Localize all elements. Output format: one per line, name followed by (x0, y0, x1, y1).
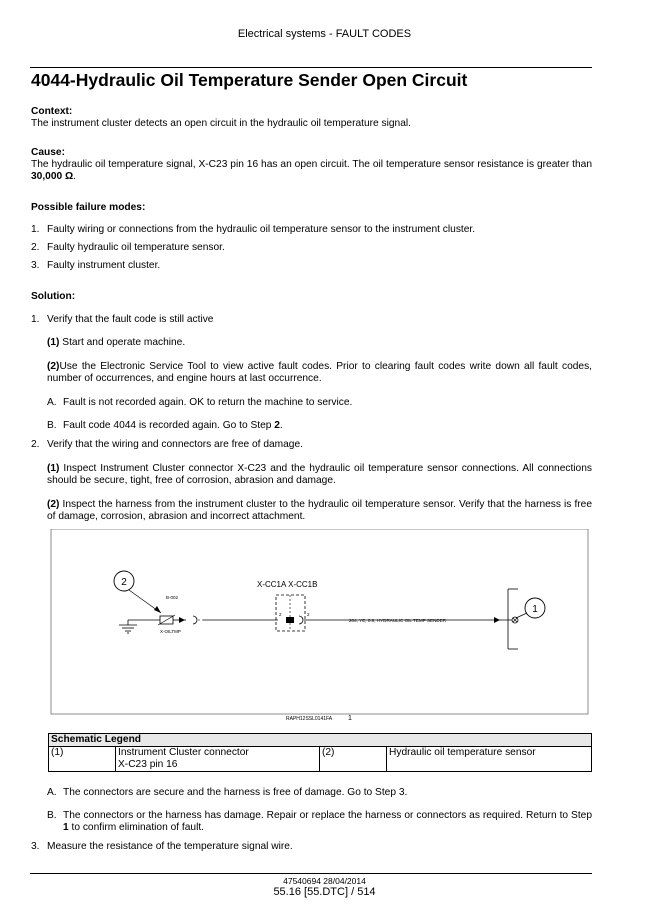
legend-value-line: Instrument Cluster connector (118, 747, 249, 758)
cause-text-part: The hydraulic oil temperature signal, X-C23 pin 16 has an open circuit. The oil temperature sensor resistance is greater than (31, 159, 592, 170)
failure-item-text: Faulty wiring or connections from the hydraulic oil temperature sensor to the instrument cluster. (47, 224, 476, 235)
option-text: The connectors or the harness has damage. Repair or replace the harness or connectors as required. Return to Step (63, 810, 592, 821)
callout-2: 2 (121, 577, 127, 588)
cause-resistance-value: 30,000 Ω (31, 171, 74, 182)
legend-value (116, 747, 320, 772)
substep-number: (1) (47, 337, 60, 348)
step-text: Verify that the wiring and connectors are free of damage. (47, 439, 303, 450)
legend-value-line: X-C23 pin 16 (118, 759, 178, 770)
substep-number: (1) (47, 463, 60, 474)
step-number: 1. (31, 314, 40, 325)
step1-option-a (47, 397, 352, 409)
header-rule (30, 67, 592, 68)
failure-item (31, 224, 475, 236)
option-text-end: to confirm elimination of fault. (68, 822, 204, 833)
option-letter: A. (47, 787, 57, 798)
option-text: Fault code 4044 is recorded again. Go to Step (63, 420, 275, 431)
legend-key: (2) (320, 747, 387, 772)
figure-reference: RAPH12SSL0141FA (286, 716, 333, 722)
legend-title: Schematic Legend (49, 734, 592, 747)
legend-key: (1) (49, 747, 116, 772)
wire-end-marker (494, 617, 500, 623)
footer-page-number: 55.16 [55.DTC] / 514 (273, 886, 376, 898)
option-text: The connectors are secure and the harness is free of damage. Go to Step 3. (63, 787, 408, 798)
sensor-code: B-002 (166, 595, 179, 600)
wire-label: 204, YE, 0.8, HYDRAULIC OIL TEMP SENDER (349, 618, 447, 623)
substep-number: (2) (47, 361, 60, 372)
substep-text: Use the Electronic Service Tool to view active fault codes. Prior to clearing fault codes write down all fault codes, number of occurrences, and engine hours at last occurrence. (47, 361, 592, 384)
solution-step-3 (31, 841, 293, 853)
step2-substep-2 (47, 499, 592, 523)
substep-text: Start and operate machine. (59, 337, 186, 348)
failure-item-num: 3. (31, 260, 40, 271)
failure-item-text: Faulty hydraulic oil temperature sensor. (47, 242, 225, 253)
step-text: Measure the resistance of the temperature signal wire. (47, 841, 293, 852)
step-reference: 2 (274, 420, 280, 431)
inline-connector-label: X-CC1A X-CC1B (257, 580, 318, 589)
step-text: Verify that the fault code is still active (47, 314, 214, 325)
step1-substep-2 (47, 361, 592, 385)
step2-option-a (47, 787, 407, 799)
step-number: 3. (31, 841, 40, 852)
cause-label: Cause: (31, 147, 65, 158)
solution-step-1 (31, 314, 213, 326)
solution-step-2 (31, 439, 303, 451)
callout-2-arrow (154, 606, 161, 613)
context-text: The instrument cluster detects an open circuit in the hydraulic oil temperature signal. (31, 118, 411, 129)
step1-substep-1 (47, 337, 185, 349)
connector-pin (286, 617, 294, 623)
footer-doc-id: 47540694 28/04/2014 (283, 876, 366, 886)
context-label: Context: (31, 106, 73, 117)
option-letter: B. (47, 810, 57, 821)
step2-option-b (47, 810, 592, 834)
substep-text: Inspect Instrument Cluster connector X-C23 and the hydraulic oil temperature sensor connections. All connections should be secure, tight, free of corrosion, abrasion and damage. (47, 463, 592, 486)
schematic-frame (51, 529, 588, 714)
step2-substep-1 (47, 463, 592, 487)
cause-text (31, 159, 592, 183)
pin-left-label: 2 (279, 612, 282, 617)
sensor-connector-socket (193, 616, 197, 624)
substep-number: (2) (47, 499, 60, 510)
option-text: Fault is not recorded again. OK to return the machine to service. (63, 397, 353, 408)
option-text-end: . (279, 420, 283, 431)
wiring-schematic (48, 529, 592, 730)
legend-value: Hydraulic oil temperature sensor (387, 747, 592, 772)
sensor-connector-label: X-OILTMP (160, 629, 181, 634)
option-letter: B. (47, 420, 57, 431)
failure-item-num: 1. (31, 224, 40, 235)
step1-option-b (47, 420, 283, 432)
failure-label: Possible failure modes: (31, 202, 146, 213)
failure-item-num: 2. (31, 242, 40, 253)
step-reference: 1 (63, 822, 69, 833)
substep-text: Inspect the harness from the instrument cluster to the hydraulic oil temperature sensor. Verify that the harness is free of damage, corrosion, abrasion and incorrect attachment. (47, 499, 592, 522)
schematic-legend (48, 733, 592, 772)
failure-item (31, 242, 225, 254)
page-title: 4044-Hydraulic Oil Temperature Sender Open Circuit (31, 70, 468, 90)
pin-right-label: 2 (307, 612, 310, 617)
legend-row (49, 747, 592, 772)
page-header: Electrical systems - FAULT CODES (237, 28, 412, 40)
solution-label: Solution: (31, 291, 76, 302)
step-number: 2. (31, 439, 40, 450)
connector-socket (299, 616, 303, 624)
option-letter: A. (47, 397, 57, 408)
failure-item (31, 260, 160, 272)
cause-text-end: . (73, 171, 77, 182)
footer-rule (30, 873, 592, 874)
failure-item-text: Faulty instrument cluster. (47, 260, 161, 271)
sensor-pin-marker (179, 617, 185, 623)
callout-1-leader (516, 613, 527, 618)
callout-1: 1 (532, 604, 538, 615)
figure-number: 1 (348, 715, 352, 722)
